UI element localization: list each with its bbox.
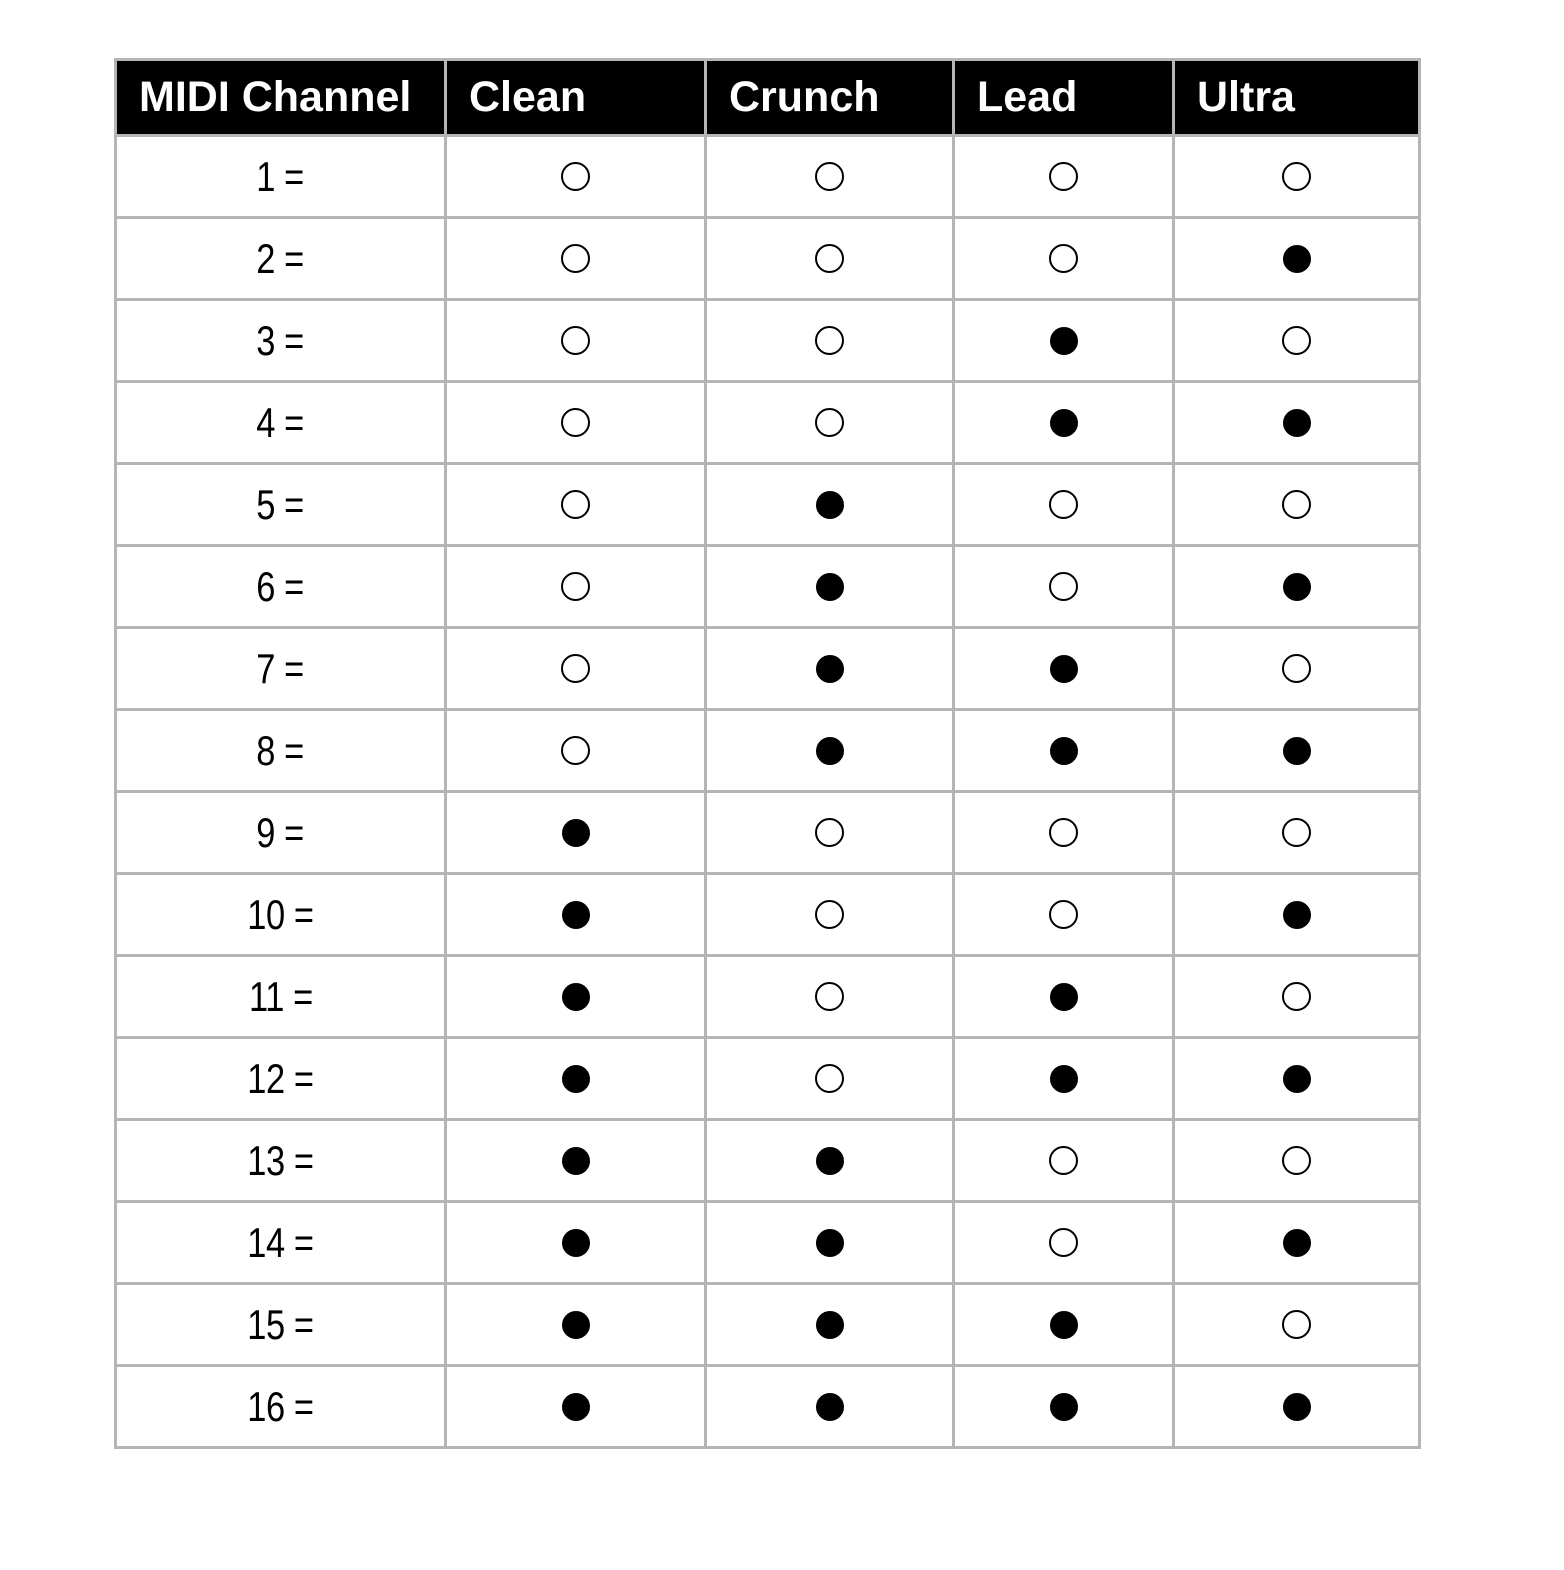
- state-cell-clean: [446, 1366, 706, 1448]
- filled-circle-icon: [1283, 245, 1311, 273]
- state-cell-clean: [446, 136, 706, 218]
- empty-circle-icon: [1282, 982, 1311, 1011]
- channel-label: 5 =: [256, 480, 305, 528]
- state-cell-lead: [954, 792, 1174, 874]
- empty-circle-icon: [1282, 1146, 1311, 1175]
- state-cell-clean: [446, 1038, 706, 1120]
- filled-circle-icon: [816, 491, 844, 519]
- state-cell-ultra: [1174, 1202, 1420, 1284]
- table-row: [116, 1366, 1420, 1448]
- state-cell-lead: [954, 300, 1174, 382]
- state-cell-clean: [446, 874, 706, 956]
- state-cell-ultra: [1174, 136, 1420, 218]
- channel-label: 1 =: [256, 152, 305, 200]
- empty-circle-icon: [1282, 162, 1311, 191]
- empty-circle-icon: [815, 244, 844, 273]
- header-row: [116, 60, 1420, 136]
- filled-circle-icon: [816, 737, 844, 765]
- table-row: [116, 1120, 1420, 1202]
- filled-circle-icon: [562, 1229, 590, 1257]
- channel-cell: [116, 382, 446, 464]
- state-cell-lead: [954, 136, 1174, 218]
- filled-circle-icon: [1283, 737, 1311, 765]
- empty-circle-icon: [561, 162, 590, 191]
- state-cell-clean: [446, 546, 706, 628]
- state-cell-ultra: [1174, 1038, 1420, 1120]
- state-cell-ultra: [1174, 792, 1420, 874]
- filled-circle-icon: [816, 573, 844, 601]
- table-row: [116, 1038, 1420, 1120]
- empty-circle-icon: [1049, 900, 1078, 929]
- state-cell-crunch: [706, 1202, 954, 1284]
- state-cell-clean: [446, 382, 706, 464]
- empty-circle-icon: [815, 162, 844, 191]
- state-cell-ultra: [1174, 546, 1420, 628]
- state-cell-ultra: [1174, 874, 1420, 956]
- state-cell-lead: [954, 1202, 1174, 1284]
- channel-label: 15 =: [247, 1300, 314, 1348]
- channel-cell: [116, 1120, 446, 1202]
- header-clean: Clean: [446, 60, 706, 136]
- empty-circle-icon: [1049, 572, 1078, 601]
- filled-circle-icon: [1050, 983, 1078, 1011]
- filled-circle-icon: [562, 1065, 590, 1093]
- filled-circle-icon: [562, 983, 590, 1011]
- empty-circle-icon: [1282, 1310, 1311, 1339]
- channel-cell: [116, 464, 446, 546]
- channel-label: 8 =: [256, 726, 305, 774]
- state-cell-ultra: [1174, 956, 1420, 1038]
- state-cell-clean: [446, 1202, 706, 1284]
- filled-circle-icon: [1283, 1393, 1311, 1421]
- state-cell-crunch: [706, 218, 954, 300]
- channel-label: 12 =: [247, 1054, 314, 1102]
- state-cell-clean: [446, 464, 706, 546]
- channel-cell: [116, 1284, 446, 1366]
- filled-circle-icon: [562, 1147, 590, 1175]
- header-lead: Lead: [954, 60, 1174, 136]
- empty-circle-icon: [561, 408, 590, 437]
- table-body: [116, 136, 1420, 1448]
- empty-circle-icon: [561, 654, 590, 683]
- state-cell-crunch: [706, 1038, 954, 1120]
- filled-circle-icon: [816, 1393, 844, 1421]
- state-cell-crunch: [706, 382, 954, 464]
- empty-circle-icon: [815, 408, 844, 437]
- channel-label: 2 =: [256, 234, 305, 282]
- filled-circle-icon: [1050, 1393, 1078, 1421]
- empty-circle-icon: [561, 736, 590, 765]
- state-cell-lead: [954, 218, 1174, 300]
- channel-cell: [116, 874, 446, 956]
- channel-label: 11 =: [248, 972, 313, 1020]
- filled-circle-icon: [1050, 737, 1078, 765]
- state-cell-crunch: [706, 1284, 954, 1366]
- table-row: [116, 710, 1420, 792]
- state-cell-lead: [954, 1120, 1174, 1202]
- state-cell-ultra: [1174, 1284, 1420, 1366]
- header-midi-channel: MIDI Channel: [116, 60, 446, 136]
- channel-label: 13 =: [247, 1136, 314, 1184]
- state-cell-lead: [954, 1284, 1174, 1366]
- channel-label: 10 =: [247, 890, 314, 938]
- table-row: [116, 382, 1420, 464]
- empty-circle-icon: [1049, 1146, 1078, 1175]
- empty-circle-icon: [1282, 654, 1311, 683]
- channel-label: 9 =: [256, 808, 305, 856]
- state-cell-lead: [954, 874, 1174, 956]
- state-cell-clean: [446, 300, 706, 382]
- state-cell-crunch: [706, 1120, 954, 1202]
- table-row: [116, 956, 1420, 1038]
- empty-circle-icon: [1049, 490, 1078, 519]
- filled-circle-icon: [816, 1311, 844, 1339]
- table-row: [116, 218, 1420, 300]
- filled-circle-icon: [562, 1311, 590, 1339]
- channel-cell: [116, 1366, 446, 1448]
- state-cell-lead: [954, 956, 1174, 1038]
- channel-cell: [116, 1202, 446, 1284]
- channel-label: 16 =: [247, 1382, 314, 1430]
- channel-cell: [116, 218, 446, 300]
- empty-circle-icon: [815, 982, 844, 1011]
- filled-circle-icon: [1050, 409, 1078, 437]
- state-cell-clean: [446, 628, 706, 710]
- state-cell-crunch: [706, 136, 954, 218]
- state-cell-clean: [446, 710, 706, 792]
- state-cell-crunch: [706, 546, 954, 628]
- filled-circle-icon: [816, 655, 844, 683]
- empty-circle-icon: [1282, 818, 1311, 847]
- empty-circle-icon: [561, 244, 590, 273]
- table-row: [116, 464, 1420, 546]
- state-cell-lead: [954, 628, 1174, 710]
- table-row: [116, 1202, 1420, 1284]
- state-cell-crunch: [706, 300, 954, 382]
- table-row: [116, 1284, 1420, 1366]
- filled-circle-icon: [1050, 1311, 1078, 1339]
- channel-cell: [116, 136, 446, 218]
- table-row: [116, 628, 1420, 710]
- filled-circle-icon: [562, 819, 590, 847]
- filled-circle-icon: [562, 901, 590, 929]
- state-cell-ultra: [1174, 1366, 1420, 1448]
- filled-circle-icon: [1283, 1229, 1311, 1257]
- state-cell-clean: [446, 1120, 706, 1202]
- state-cell-crunch: [706, 628, 954, 710]
- table-row: [116, 300, 1420, 382]
- state-cell-lead: [954, 546, 1174, 628]
- state-cell-clean: [446, 218, 706, 300]
- state-cell-lead: [954, 1366, 1174, 1448]
- channel-cell: [116, 710, 446, 792]
- table-row: [116, 792, 1420, 874]
- channel-cell: [116, 956, 446, 1038]
- empty-circle-icon: [815, 326, 844, 355]
- filled-circle-icon: [1283, 901, 1311, 929]
- filled-circle-icon: [816, 1147, 844, 1175]
- empty-circle-icon: [561, 490, 590, 519]
- channel-label: 6 =: [256, 562, 305, 610]
- filled-circle-icon: [1283, 573, 1311, 601]
- filled-circle-icon: [1050, 1065, 1078, 1093]
- channel-cell: [116, 300, 446, 382]
- state-cell-clean: [446, 956, 706, 1038]
- state-cell-lead: [954, 710, 1174, 792]
- filled-circle-icon: [1050, 655, 1078, 683]
- empty-circle-icon: [815, 1064, 844, 1093]
- empty-circle-icon: [1049, 244, 1078, 273]
- channel-cell: [116, 546, 446, 628]
- filled-circle-icon: [1050, 327, 1078, 355]
- filled-circle-icon: [562, 1393, 590, 1421]
- state-cell-ultra: [1174, 218, 1420, 300]
- table-header: [116, 60, 1420, 136]
- state-cell-lead: [954, 1038, 1174, 1120]
- state-cell-lead: [954, 382, 1174, 464]
- empty-circle-icon: [1049, 162, 1078, 191]
- state-cell-crunch: [706, 1366, 954, 1448]
- empty-circle-icon: [561, 572, 590, 601]
- table-row: [116, 136, 1420, 218]
- state-cell-ultra: [1174, 628, 1420, 710]
- filled-circle-icon: [1283, 1065, 1311, 1093]
- state-cell-crunch: [706, 956, 954, 1038]
- table-row: [116, 546, 1420, 628]
- state-cell-crunch: [706, 464, 954, 546]
- state-cell-ultra: [1174, 464, 1420, 546]
- state-cell-ultra: [1174, 300, 1420, 382]
- filled-circle-icon: [1283, 409, 1311, 437]
- header-crunch: Crunch: [706, 60, 954, 136]
- channel-cell: [116, 1038, 446, 1120]
- empty-circle-icon: [1049, 818, 1078, 847]
- channel-label: 7 =: [256, 644, 305, 692]
- header-ultra: Ultra: [1174, 60, 1420, 136]
- channel-label: 14 =: [247, 1218, 314, 1266]
- midi-channel-table: [114, 58, 1421, 1449]
- state-cell-ultra: [1174, 382, 1420, 464]
- state-cell-ultra: [1174, 1120, 1420, 1202]
- state-cell-lead: [954, 464, 1174, 546]
- channel-label: 3 =: [256, 316, 305, 364]
- empty-circle-icon: [815, 818, 844, 847]
- empty-circle-icon: [561, 326, 590, 355]
- state-cell-crunch: [706, 710, 954, 792]
- state-cell-clean: [446, 1284, 706, 1366]
- state-cell-clean: [446, 792, 706, 874]
- state-cell-ultra: [1174, 710, 1420, 792]
- empty-circle-icon: [1049, 1228, 1078, 1257]
- table-row: [116, 874, 1420, 956]
- state-cell-crunch: [706, 874, 954, 956]
- channel-cell: [116, 628, 446, 710]
- empty-circle-icon: [1282, 490, 1311, 519]
- empty-circle-icon: [1282, 326, 1311, 355]
- filled-circle-icon: [816, 1229, 844, 1257]
- channel-label: 4 =: [256, 398, 305, 446]
- state-cell-crunch: [706, 792, 954, 874]
- empty-circle-icon: [815, 900, 844, 929]
- channel-cell: [116, 792, 446, 874]
